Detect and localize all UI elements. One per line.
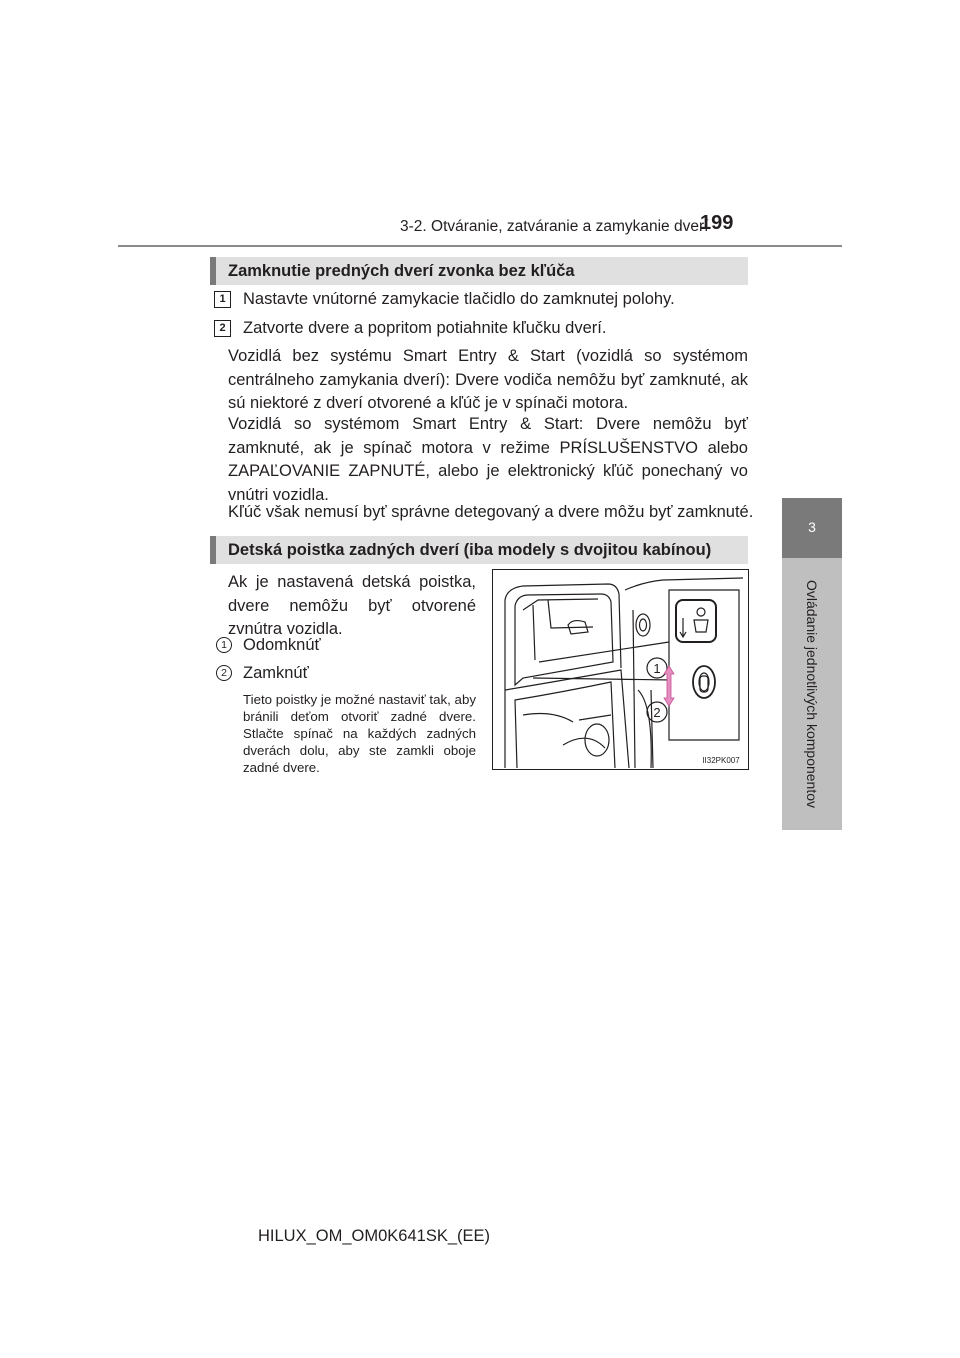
section-title: Detská poistka zadných dverí (iba modely s dvojitou kabínou) (228, 541, 712, 559)
running-header: 3-2. Otváranie, zatváranie a zamykanie dverí (400, 218, 709, 235)
step-text-1: Nastavte vnútorné zamykacie tlačidlo do zamknutej polohy. (243, 290, 675, 308)
item-text-unlock: Odomknúť (243, 636, 321, 654)
section-title: Zamknutie predných dverí zvonka bez kľúča (228, 262, 575, 280)
chapter-title: Ovládanie jednotlivých komponentov (804, 579, 820, 809)
item-number-1: 1 (216, 637, 232, 653)
section-heading-keyless-lock (210, 257, 748, 285)
paragraph-no-smart-entry: Vozidlá bez systému Smart Entry & Start (vozidlá so systémom centrálneho zamykania dverí): Dvere vodiča nemôžu byť zamknuté, ak sú niektoré z dverí otvorené a kľúč je v spínači motora. (228, 347, 748, 412)
step-text-2: Zatvorte dvere a popritom potiahnite kľučku dverí. (243, 319, 607, 337)
document-id-footer: HILUX_OM_OM0K641SK_(EE) (258, 1227, 491, 1245)
section-heading-child-lock (210, 536, 748, 564)
paragraph-key-detection: Kľúč však nemusí byť správne detegovaný a dvere môžu byť zamknuté. (228, 503, 754, 521)
item-text-lock: Zamknúť (243, 664, 309, 682)
illustration-code: II32PK007 (702, 756, 740, 765)
door-illustration-graphic (493, 570, 748, 769)
paragraph-smart-entry: Vozidlá so systémom Smart Entry & Start: Dvere nemôžu byť zamknuté, ak je spínač motora v režime PRÍSLUŠENSTVO alebo ZAPAĽOVANIE ZAPNUTÉ, alebo je elektronický kľúč ponechaný vo vnútri vozidla. (228, 415, 748, 504)
header-rule (118, 245, 842, 247)
illustration-callout-2: 2 (653, 705, 661, 720)
child-lock-intro: Ak je nastavená detská poistka, dvere nemôžu byť otvorené zvnútra vozidla. (228, 573, 476, 638)
illustration-callout-1: 1 (653, 661, 661, 676)
item-number-2: 2 (216, 665, 232, 681)
child-lock-illustration (492, 569, 749, 770)
chapter-number: 3 (808, 519, 816, 535)
step-number-2: 2 (214, 320, 231, 337)
step-number-1: 1 (214, 291, 231, 308)
child-lock-note: Tieto poistky je možné nastaviť tak, aby bránili deťom otvoriť zadné dvere. Stlačte spínač na každých zadných dverách dolu, aby ste zamkli oboje zadné dvere. (243, 692, 476, 775)
page-number: 199 (700, 212, 734, 234)
